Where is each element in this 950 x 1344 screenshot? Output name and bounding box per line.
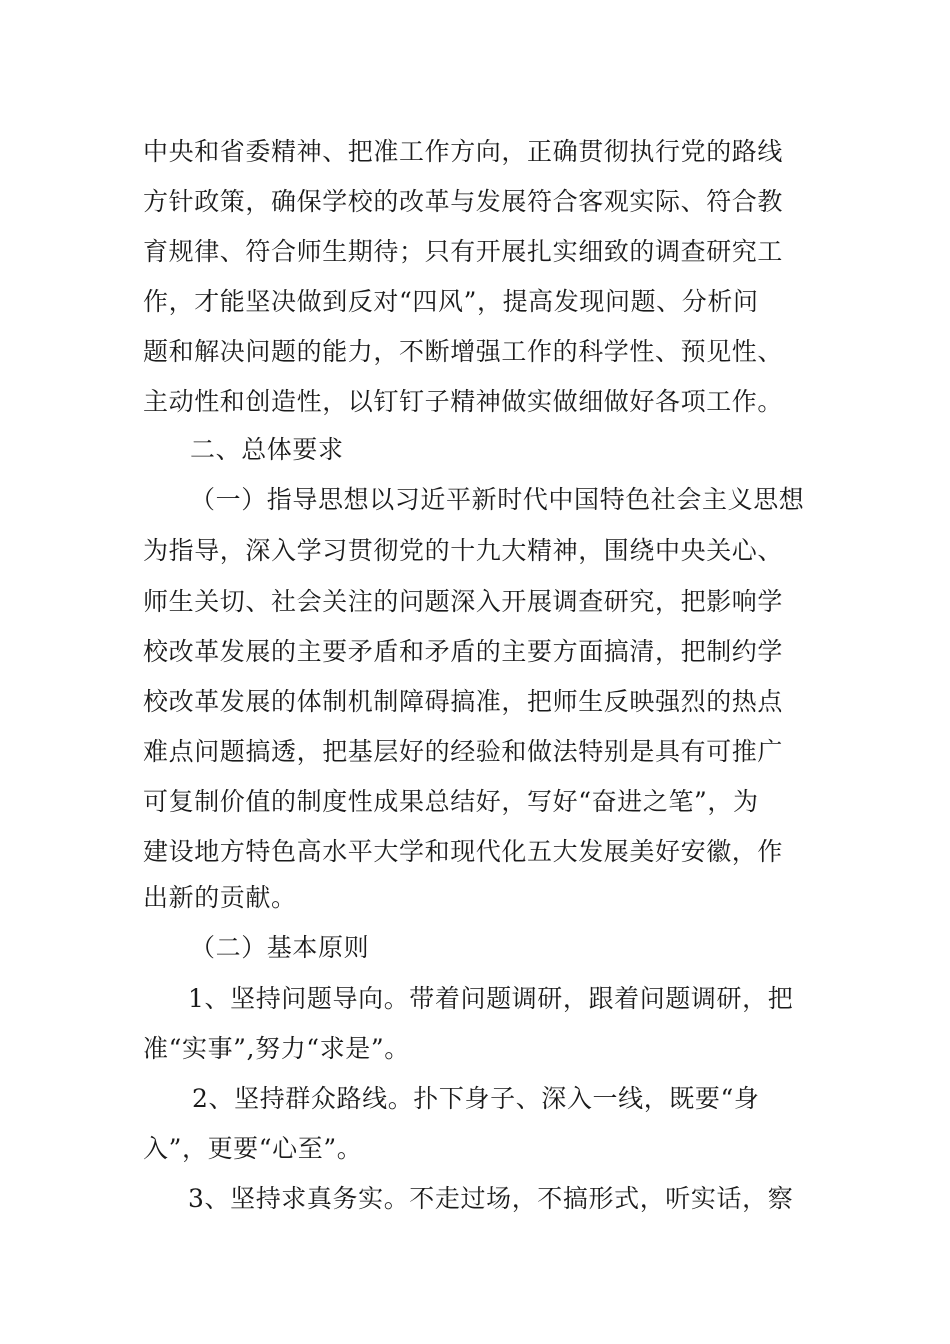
text-line: 校改革发展的体制机制障碍搞准，把师生反映强烈的热点 — [143, 687, 784, 716]
text-line: 可复制价值的制度性成果总结好，写好“奋进之笔”，为 — [143, 787, 759, 816]
subsection-heading-guiding-thought: （一）指导思想以习近平新时代中国特色社会主义思想 — [190, 485, 805, 514]
section-heading: 二、总体要求 — [190, 435, 344, 464]
principle-item: 2、坚持群众路线。扑下身子、深入一线，既要“身 — [192, 1084, 760, 1113]
text-line: 中央和省委精神、把准工作方向，正确贯彻执行党的路线 — [143, 137, 784, 166]
text-line: 难点问题搞透，把基层好的经验和做法特别是具有可推广 — [143, 737, 784, 766]
principle-item: 3、坚持求真务实。不走过场，不搞形式，听实话，察 — [188, 1184, 794, 1213]
text-line: 作，才能坚决做到反对“四风”，提高发现问题、分析问 — [143, 287, 759, 316]
subsection-heading-principles: （二）基本原则 — [190, 933, 370, 962]
text-line: 育规律、符合师生期待；只有开展扎实细致的调查研究工 — [143, 237, 784, 266]
text-line: 出新的贡献。 — [143, 883, 297, 912]
text-line: 方针政策，确保学校的改革与发展符合客观实际、符合教 — [143, 187, 784, 216]
text-line: 入”，更要“心至”。 — [143, 1134, 363, 1163]
text-line: 建设地方特色高水平大学和现代化五大发展美好安徽，作 — [143, 837, 784, 866]
principle-item: 1、坚持问题导向。带着问题调研，跟着问题调研，把 — [188, 984, 794, 1013]
text-line: 主动性和创造性，以钉钉子精神做实做细做好各项工作。 — [143, 387, 784, 416]
text-line: 师生关切、社会关注的问题深入开展调查研究，把影响学 — [143, 587, 784, 616]
text-line: 校改革发展的主要矛盾和矛盾的主要方面搞清，把制约学 — [143, 637, 784, 666]
text-line: 为指导，深入学习贯彻党的十九大精神，围绕中央关心、 — [143, 536, 784, 565]
text-line: 准“实事”,努力“求是”。 — [143, 1034, 410, 1063]
text-line: 题和解决问题的能力，不断增强工作的科学性、预见性、 — [143, 337, 784, 366]
